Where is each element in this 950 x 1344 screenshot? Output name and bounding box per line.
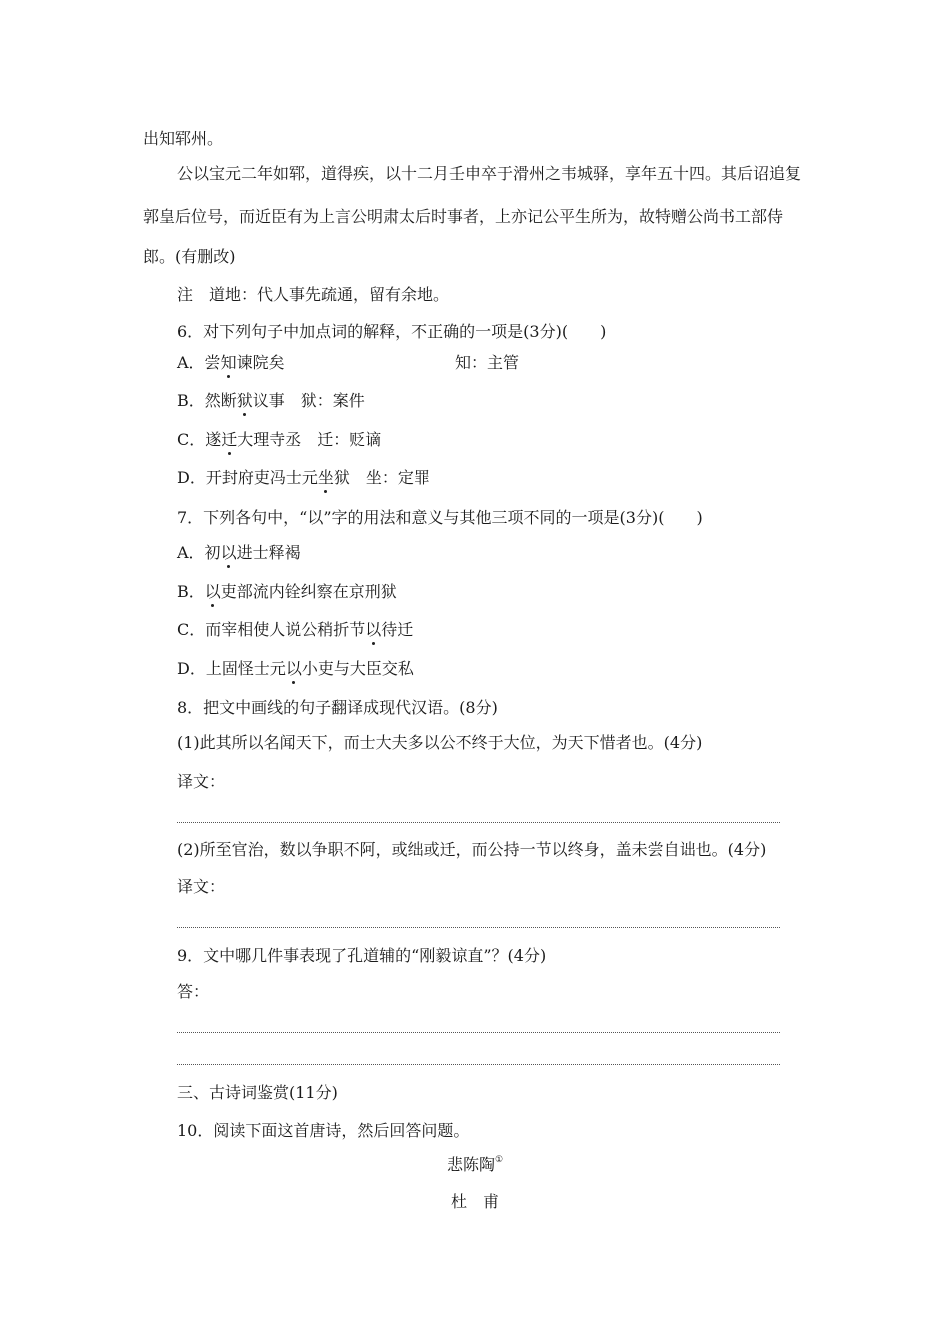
question-10-stem: 10．阅读下面这首唐诗，然后回答问题。 <box>177 1121 470 1140</box>
question-7-option-b: B．以吏部流内铨纠察在京刑狱 <box>177 582 397 601</box>
question-7-option-d: D．上固怪士元以小吏与大臣交私 <box>177 659 414 678</box>
passage-line: 公以宝元二年如郓，道得疾，以十二月壬申卒于滑州之韦城驿，享年五十四。其后诏追复 <box>177 164 802 183</box>
question-8-sentence-2: (2)所至官治，数以争职不阿，或绌或迁，而公持一节以终身，盖未尝自诎也。(4分) <box>177 840 767 859</box>
question-8-stem: 8．把文中画线的句子翻译成现代汉语。(8分) <box>177 698 498 717</box>
question-9-stem: 9．文中哪几件事表现了孔道辅的“刚毅谅直”？(4分) <box>177 946 547 965</box>
dotted-word: 坐 <box>317 468 334 487</box>
dotted-word: 迁 <box>221 430 238 449</box>
dotted-word: 以 <box>365 620 382 639</box>
answer-label: 译文： <box>177 772 226 791</box>
answer-label: 答： <box>177 982 210 1001</box>
question-8-sentence-1: (1)此其所以名闻天下，而士大夫多以公不终于大位，为天下惜者也。(4分) <box>177 733 703 752</box>
section-heading: 三、古诗词鉴赏(11分) <box>177 1083 338 1102</box>
passage-line: 郎。(有删改) <box>143 247 236 266</box>
dotted-word: 狱 <box>236 391 253 410</box>
question-6-option-a-gloss: 知：主管 <box>455 353 520 372</box>
answer-line[interactable] <box>177 927 780 928</box>
question-7-stem: 7．下列各句中，“以”字的用法和意义与其他三项不同的一项是(3分)( ) <box>177 508 703 527</box>
passage-line: 郭皇后位号，而近臣有为上言公明肃太后时事者，上亦记公平生所为，故特赠公尚书工部侍 <box>143 207 784 226</box>
question-6-option-a: A．尝知谏院矣 <box>177 353 285 372</box>
answer-line[interactable] <box>177 822 780 823</box>
answer-label: 译文： <box>177 877 226 896</box>
question-6-option-c: C．遂迁大理寺丞 迁：贬谪 <box>177 430 382 449</box>
poem-author: 杜 甫 <box>450 1192 499 1211</box>
question-7-option-a: A．初以进士释褐 <box>177 543 301 562</box>
question-7-option-c: C．而宰相使人说公稍折节以待迁 <box>177 620 414 639</box>
question-6-option-d: D．开封府吏冯士元坐狱 坐：定罪 <box>177 468 430 487</box>
answer-line[interactable] <box>177 1064 780 1065</box>
question-6-option-b: B．然断狱议事 狱：案件 <box>177 391 365 410</box>
answer-line[interactable] <box>177 1032 780 1033</box>
passage-line: 出知郓州。 <box>143 129 224 148</box>
question-6-stem: 6．对下列句子中加点词的解释，不正确的一项是(3分)( ) <box>177 322 607 341</box>
dotted-word: 以 <box>204 582 221 601</box>
footnote-marker: ① <box>494 1155 504 1165</box>
dotted-word: 知 <box>220 353 237 372</box>
dotted-word: 以 <box>285 659 302 678</box>
dotted-word: 以 <box>220 543 237 562</box>
annotation-note: 注 道地：代人事先疏通，留有余地。 <box>177 285 450 304</box>
poem-title: 悲陈陶① <box>446 1155 504 1174</box>
